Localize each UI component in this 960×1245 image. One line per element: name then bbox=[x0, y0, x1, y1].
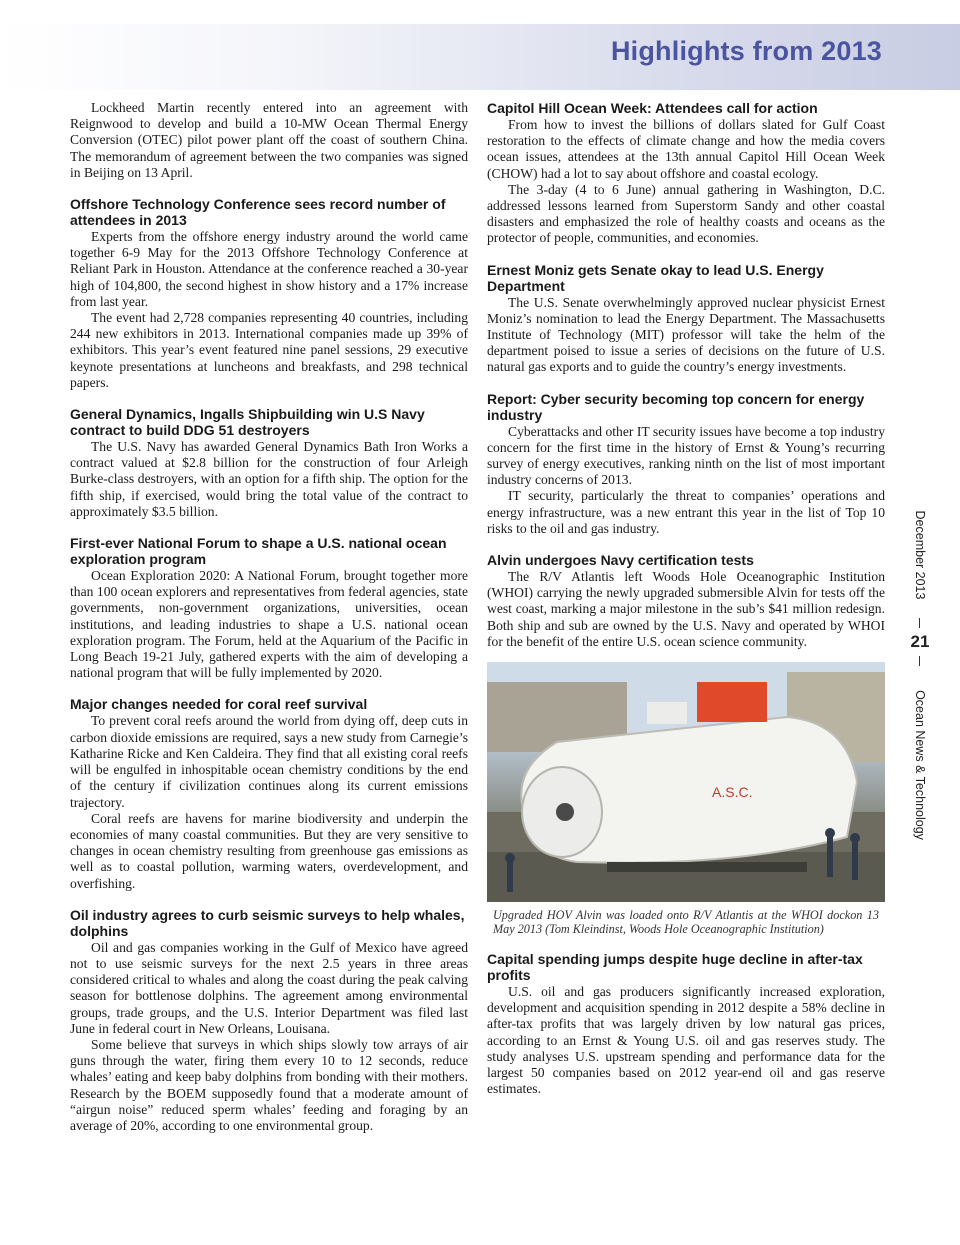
article-paragraph: To prevent coral reefs around the world from dying off, deep cuts in carbon dioxide emissions are required, says a new study from Carnegie’s Katharine Ricke and Ken Caldeira. They find that all existing coral reefs will be engulfed in inhospitable ocean chemistry conditions by the end of the century if civilization continues along its current emissions trajectory. bbox=[70, 713, 468, 810]
intro-paragraph: Lockheed Martin recently entered into an agreement with Reignwood to develop and build a 10-MW Ocean Thermal Energy Conversion (OTEC) pilot power plant off the coast of southern China. The memorandum of agreement between the two companies was signed in Beijing on 13 April. bbox=[70, 100, 468, 180]
article-paragraph: IT security, particularly the threat to companies’ operations and energy infrastructure, was a new entrant this year in the list of Top 10 risks to the oil and gas industry. bbox=[487, 488, 885, 536]
article-headline: Capital spending jumps despite huge decline in after-tax profits bbox=[487, 951, 863, 984]
article-headline: First-ever National Forum to shape a U.S. national ocean exploration program bbox=[70, 535, 447, 568]
article-headline: General Dynamics, Ingalls Shipbuilding win U.S Navy contract to build DDG 51 destroyers bbox=[70, 406, 425, 439]
article-paragraph: Some believe that surveys in which ships slowly tow arrays of air guns through the water, firing them every 10 to 12 seconds, reduce whales’ eating and keep baby dolphins from bonding with their mothers. Research by the BOEM supposedly found that a moderate amount of “airgun noise” reduced sperm whales’ feeding and foraging by an average of 20%, according to one environmental group. bbox=[70, 1036, 468, 1133]
page-number: 21 bbox=[910, 632, 930, 651]
publication-name bbox=[905, 680, 935, 850]
publication-name-label: Ocean News & Technology bbox=[913, 690, 927, 840]
article-headline: Major changes needed for coral reef survival bbox=[70, 696, 368, 713]
article-headline: Ernest Moniz gets Senate okay to lead U.S. Energy Department bbox=[487, 261, 824, 294]
article-paragraph: U.S. oil and gas producers significantly increased exploration, development and acquisition spending in 2012 despite a 58% decline in after-tax profits that was largely driven by low natural gas prices, according to an Ernst & Young U.S. oil and gas reserves study. The study analyses U.S. upstream spending and performance data for the largest 50 companies based on 2012 year-end oil and gas reserve estimates. bbox=[487, 984, 885, 1097]
article-paragraph: The 3-day (4 to 6 June) annual gathering in Washington, D.C. addressed lessons learned from Superstorm Sandy and other coastal disasters and emphasized the role of healthy coasts and oceans as the protector of people, communities, and economies. bbox=[487, 181, 885, 246]
article-headline: Oil industry agrees to curb seismic surveys to help whales, dolphins bbox=[70, 906, 465, 939]
sidebar-divider bbox=[919, 618, 920, 628]
sidebar-divider bbox=[919, 656, 920, 666]
article-paragraph: Coral reefs are havens for marine biodiversity and underpin the economies of many coastal communities. But they are very sensitive to changes in ocean chemistry resulting from greenhouse gas emissions as well as to coastal pollution, warming waters, overdevelopment, and overfishing. bbox=[70, 810, 468, 891]
article-paragraph: The R/V Atlantis left Woods Hole Oceanographic Institution (WHOI) carrying the newly upgraded submersible Alvin for tests off the west coast, marking a major milestone in the sub’s $41 million redesign. Both ship and sub are owned by the U.S. Navy and operated by WHOI for the benefit of the entire U.S. ocean science community. bbox=[487, 569, 885, 649]
svg-text:A.S.C.: A.S.C. bbox=[712, 784, 753, 801]
photo-illustration bbox=[487, 662, 885, 902]
article-headline: Offshore Technology Conference sees record number of attendees in 2013 bbox=[70, 196, 446, 229]
article-paragraph: The U.S. Senate overwhelmingly approved nuclear physicist Ernest Moniz’s nomination to lead the Energy Department. The Massachusetts Institute of Technology (MIT) professor will take the helm of the department poised to issue a series of decisions on the future of U.S. natural gas exports and to guide the country’s energy investments. bbox=[487, 294, 885, 375]
issue-date-label: December 2013 bbox=[913, 510, 927, 600]
left-column bbox=[70, 100, 468, 1134]
article-paragraph: Ocean Exploration 2020: A National Forum, brought together more than 100 ocean explorers and representatives from federal agencies, state governments, non-government organizations, universities, ocean institutions, and leading industries to shape a U.S. national ocean exploration program. The Forum, held at the Aquarium of the Pacific in Long Beach 19-21 July, gathered experts with the aim of developing a national program that will be fully implemented by 2020. bbox=[70, 568, 468, 681]
alvin-submersible-photo bbox=[487, 662, 885, 902]
page-title: Highlights from 2013 bbox=[610, 36, 882, 66]
article-paragraph: The U.S. Navy has awarded General Dynamics Bath Iron Works a contract valued at $2.8 billion for the construction of four Arleigh Burke-class destroyers, with an option for a fifth ship. The option for the fifth ship, if exercised, would bring the total value of the contract to approximately $3.5 billion. bbox=[70, 439, 468, 519]
photo-caption: Upgraded HOV Alvin was loaded onto R/V Atlantis at the WHOI dockon 13 May 2013 (Tom Kleindinst, Woods Hole Oceanographic Institution) bbox=[493, 908, 879, 937]
article-paragraph: Experts from the offshore energy industry around the world came together 6-9 May for the 2013 Offshore Technology Conference at Reliant Park in Houston. Attendance at the conference reached a 30-year high of 104,800, the second highest in show history and a 17% increase from last year. bbox=[70, 229, 468, 309]
article-headline: Capitol Hill Ocean Week: Attendees call for action bbox=[487, 100, 818, 116]
article-headline: Alvin undergoes Navy certification tests bbox=[487, 552, 754, 569]
issue-date bbox=[905, 495, 935, 615]
right-column bbox=[487, 100, 885, 1098]
article-headline: Report: Cyber security becoming top concern for energy industry bbox=[487, 390, 865, 423]
article-paragraph: The event had 2,728 companies representing 40 countries, including 244 new exhibitors in 2013. International companies made up 39% of exhibitors. This year’s event featured nine panel sessions, 29 executive keynote presentations at luncheons and breakfasts, and 298 technical papers. bbox=[70, 310, 468, 390]
article-paragraph: From how to invest the billions of dollars slated for Gulf Coast restoration to the effects of climate change and how the media covers ocean issues, attendees at the 13th annual Capitol Hill Ocean Week (CHOW) had a lot to say about offshore and coastal ecology. bbox=[487, 117, 885, 181]
article-paragraph: Oil and gas companies working in the Gulf of Mexico have agreed not to use seismic surveys for the next 2.5 years in three areas considered critical to whales and along the coast during the peak calving season for bottlenose dolphins. The agreement among environmental groups, trade groups, and the U.S. Interior Department was filed last June in federal court in New Orleans, Louisana. bbox=[70, 939, 468, 1036]
article-paragraph: Cyberattacks and other IT security issues have become a top industry concern for the first time in the history of Ernst & Young’s recurring survey of energy executives, ranking ninth on the list of most important industry concerns of 2013. bbox=[487, 423, 885, 488]
